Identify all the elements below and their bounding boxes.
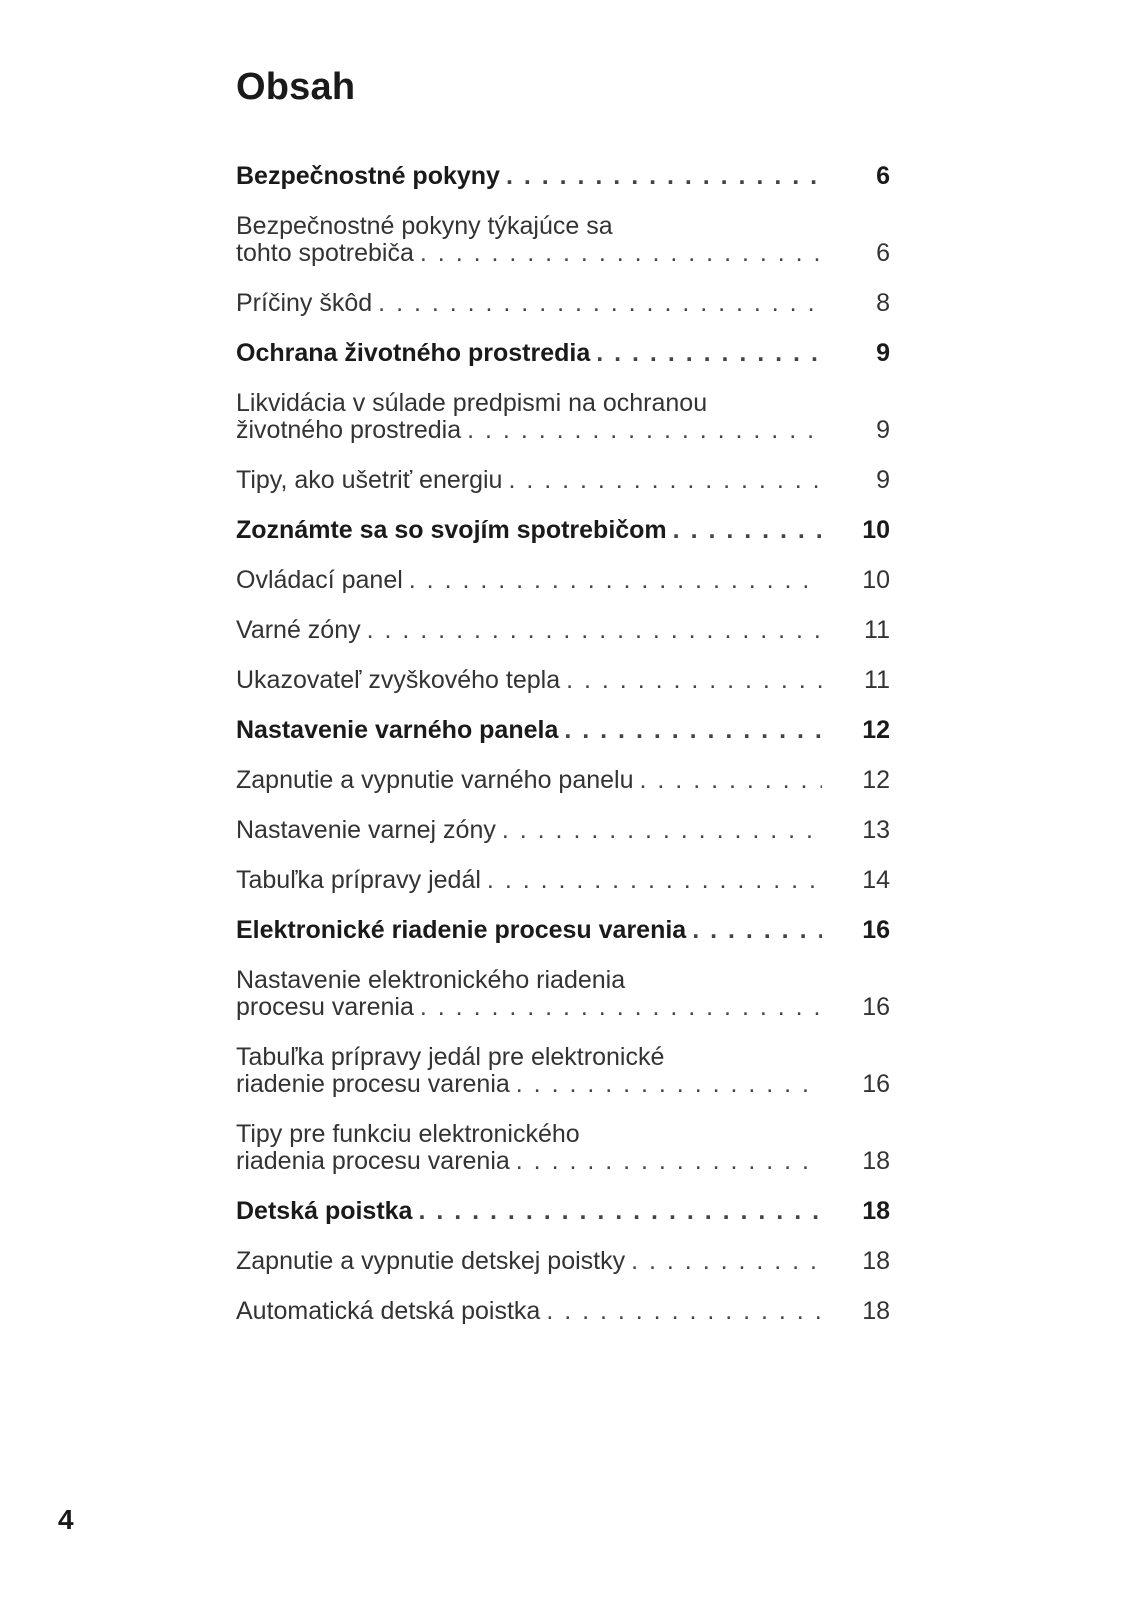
toc-entry-title: Zoznámte sa so svojím spotrebičom [236,516,667,544]
dot-leader [420,994,822,1021]
toc-spacer [236,544,890,567]
toc-subsection[interactable] [236,290,890,317]
toc-entry-title: Ovládací panel [236,566,403,594]
dot-leader [546,1298,822,1325]
toc-page-number: 18 [862,1197,890,1225]
dot-leader [418,1198,822,1225]
toc-spacer [236,1098,890,1121]
toc-spacer [236,744,890,767]
toc-subsection[interactable] [236,817,890,844]
toc-line [236,467,890,494]
toc-subsection[interactable] [236,1044,890,1098]
toc-entry-title: Tabuľka prípravy jedál [236,866,481,894]
dot-leader [516,1071,822,1098]
toc-subsection[interactable] [236,667,890,694]
table-of-contents [236,163,890,1325]
toc-line [236,417,890,444]
toc-subsection[interactable] [236,467,890,494]
dot-leader [409,567,822,594]
toc-line [236,1071,890,1098]
toc-subsection[interactable] [236,967,890,1021]
toc-line [236,240,890,267]
toc-subsection[interactable] [236,1248,890,1275]
dot-leader [502,817,822,844]
toc-section[interactable] [236,340,890,367]
toc-spacer [236,694,890,717]
toc-entry-title: riadenia procesu varenia [236,1147,510,1175]
toc-page-number: 12 [862,716,890,744]
toc-spacer [236,794,890,817]
toc-line [236,617,890,644]
toc-entry-title: Ochrana životného prostredia [236,339,591,367]
toc-spacer [236,444,890,467]
dot-leader [378,290,822,317]
toc-line [236,867,890,894]
toc-entry-title: Automatická detská poistka [236,1297,541,1325]
toc-spacer [236,1225,890,1248]
toc-line [236,917,890,944]
toc-spacer [236,944,890,967]
toc-spacer [236,494,890,517]
toc-entry-first-line: Likvidácia v súlade predpismi na ochranou [236,389,708,417]
toc-line [236,290,890,317]
toc-subsection[interactable] [236,1298,890,1325]
toc-page-number: 8 [876,289,890,317]
toc-subsection[interactable] [236,390,890,444]
toc-page-number: 10 [862,516,890,544]
toc-spacer [236,190,890,213]
toc-spacer [236,1175,890,1198]
toc-line [236,163,890,190]
toc-spacer [236,1021,890,1044]
toc-entry-title: riadenie procesu varenia [236,1070,510,1098]
toc-line [236,817,890,844]
dot-leader [564,717,822,744]
toc-page-number: 18 [862,1297,890,1325]
toc-page-number: 11 [864,666,890,694]
toc-page-number: 6 [876,239,890,267]
toc-entry-title: Elektronické riadenie procesu varenia [236,916,687,944]
toc-line [236,994,890,1021]
dot-leader [631,1248,822,1275]
toc-line [236,340,890,367]
toc-line [236,767,890,794]
toc-line [236,1198,890,1225]
toc-page-number: 18 [862,1247,890,1275]
page-title: Obsah [236,66,356,108]
dot-leader [673,517,822,544]
toc-page-number: 16 [862,1070,890,1098]
toc-entry-title: Zapnutie a vypnutie detskej poistky [236,1247,626,1275]
toc-subsection[interactable] [236,617,890,644]
toc-entry-title: Detská poistka [236,1197,413,1225]
toc-page-number: 16 [862,993,890,1021]
toc-spacer [236,894,890,917]
toc-line [236,517,890,544]
dot-leader [467,417,822,444]
toc-page-number: 11 [864,616,890,644]
toc-section[interactable] [236,717,890,744]
toc-line [236,1298,890,1325]
toc-subsection[interactable] [236,567,890,594]
toc-section[interactable] [236,517,890,544]
toc-spacer [236,644,890,667]
toc-entry-first-line: Nastavenie elektronického riadenia [236,966,626,994]
page-number: 4 [58,1504,74,1535]
toc-line [236,667,890,694]
toc-entry-first-line: Tipy pre funkciu elektronického [236,1120,580,1148]
toc-entry-title: Bezpečnostné pokyny [236,162,500,190]
dot-leader [692,917,822,944]
toc-page-number: 18 [862,1147,890,1175]
toc-entry-first-line: Tabuľka prípravy jedál pre elektronické [236,1043,665,1071]
toc-spacer [236,594,890,617]
toc-entry-title: Nastavenie varného panela [236,716,559,744]
dot-leader [566,667,822,694]
toc-entry-title: Tipy, ako ušetriť energiu [236,466,503,494]
toc-entry-title: Príčiny škôd [236,289,373,317]
toc-entry-title: Varné zóny [236,616,361,644]
toc-spacer [236,844,890,867]
toc-entry-title: Zapnutie a vypnutie varného panelu [236,766,634,794]
dot-leader [596,340,822,367]
toc-entry-title: Nastavenie varnej zóny [236,816,496,844]
dot-leader [506,163,822,190]
toc-section[interactable] [236,163,890,190]
toc-section[interactable] [236,917,890,944]
toc-page-number: 10 [862,566,890,594]
toc-page-number: 6 [876,162,890,190]
toc-subsection[interactable] [236,767,890,794]
toc-subsection[interactable] [236,213,890,267]
dot-leader [516,1148,822,1175]
toc-page-number: 12 [862,766,890,794]
toc-section[interactable] [236,1198,890,1225]
dot-leader [420,240,822,267]
toc-line [236,1248,890,1275]
toc-spacer [236,1275,890,1298]
toc-page-number: 9 [876,339,890,367]
toc-page-number: 9 [876,466,890,494]
dot-leader [487,867,822,894]
toc-subsection[interactable] [236,1121,890,1175]
toc-line [236,1148,890,1175]
toc-spacer [236,317,890,340]
toc-page-number: 14 [862,866,890,894]
dot-leader [508,467,822,494]
toc-spacer [236,367,890,390]
toc-page-number: 16 [862,916,890,944]
toc-entry-title: procesu varenia [236,993,414,1021]
toc-entry-title: životného prostredia [236,416,462,444]
toc-page-number: 9 [876,416,890,444]
dot-leader [367,617,822,644]
toc-spacer [236,267,890,290]
dot-leader [640,767,822,794]
toc-entry-first-line: Bezpečnostné pokyny týkajúce sa [236,212,613,240]
toc-subsection[interactable] [236,867,890,894]
toc-entry-title: Ukazovateľ zvyškového tepla [236,666,561,694]
toc-entry-title: tohto spotrebiča [236,239,414,267]
toc-page-number: 13 [862,816,890,844]
toc-line [236,567,890,594]
toc-line [236,717,890,744]
